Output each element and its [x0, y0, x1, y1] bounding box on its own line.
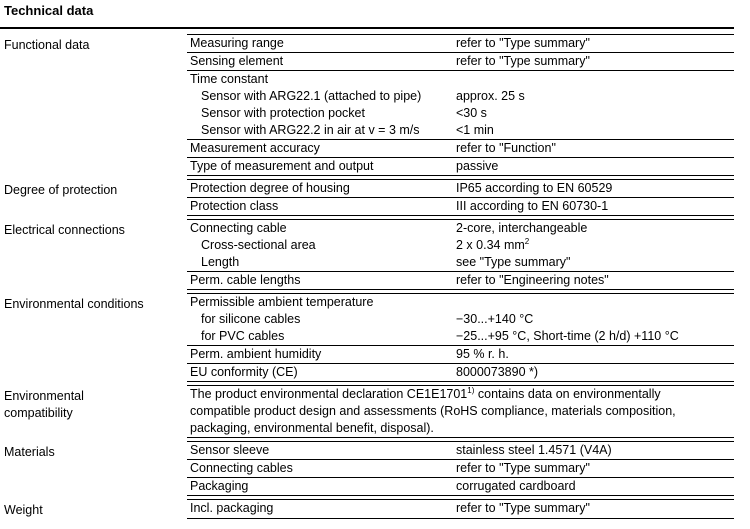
property-label: Sensor sleeve	[190, 443, 270, 457]
property-cell	[187, 158, 447, 176]
value-cell	[447, 364, 734, 382]
property-cell	[187, 53, 447, 71]
value-text: refer to "Type summary"	[456, 54, 590, 68]
value-text	[456, 294, 734, 311]
value-cell	[447, 35, 734, 53]
value-cell	[447, 220, 734, 272]
property-label: Packaging	[190, 479, 249, 493]
property-label: Measurement accuracy	[190, 141, 320, 155]
property-cell	[187, 346, 447, 364]
full-width-text: The product environmental declaration CE1E1701$^{1)}$ contains data on environmentally compatible product design and assessments (RoHS compliance, materials composition, packaging, environmental benefit, disposal).	[187, 386, 734, 438]
table-row	[0, 442, 734, 460]
value-cell	[447, 140, 734, 158]
value-text: 2-core, interchangeable	[456, 221, 588, 235]
property-cell	[187, 500, 447, 519]
property-label: Incl. packaging	[190, 501, 274, 515]
table-row	[0, 220, 734, 272]
value-text: 2 x 0.34 $mm^2$	[456, 236, 530, 252]
value-cell	[447, 500, 734, 519]
value-cell	[447, 294, 734, 346]
property-label: Connecting cable	[190, 221, 287, 235]
property-label: Perm. ambient humidity	[190, 347, 322, 361]
property-label: Length	[201, 255, 240, 269]
category-label	[0, 386, 187, 438]
table-row	[0, 294, 734, 346]
property-cell	[187, 180, 447, 198]
value-cell	[447, 180, 734, 198]
property-cell	[187, 478, 447, 496]
table-row	[0, 180, 734, 198]
value-text: 95 % r. h.	[456, 347, 509, 361]
value-text: −25...+95 °C, Short-time (2 h/d) +110 °C	[456, 329, 679, 343]
value-cell	[447, 158, 734, 176]
value-text: refer to "Function"	[456, 141, 556, 155]
property-label: Protection degree of housing	[190, 181, 350, 195]
property-label: Type of measurement and output	[190, 159, 374, 173]
property-label: Permissible ambient temperature	[190, 295, 374, 309]
value-text: III according to EN 60730-1	[456, 199, 609, 213]
property-label: Protection class	[190, 199, 279, 213]
value-cell	[447, 460, 734, 478]
table-row	[0, 35, 734, 53]
table-row	[0, 500, 734, 519]
category-label: Environmental conditions	[4, 296, 144, 311]
property-label: for PVC cables	[201, 329, 285, 343]
value-cell	[447, 53, 734, 71]
category-label: Electrical connections	[4, 222, 125, 237]
value-text: stainless steel 1.4571 (V4A)	[456, 443, 612, 457]
footnote-marker: 1)	[467, 385, 475, 395]
value-text: <30 s	[456, 106, 487, 120]
value-text: approx. 25 s	[456, 89, 525, 103]
value-cell	[447, 198, 734, 216]
category-label: Materials	[4, 444, 55, 459]
property-cell	[187, 71, 447, 140]
property-cell	[187, 272, 447, 290]
category-label-line: Environmental	[4, 388, 84, 403]
value-text: refer to "Type summary"	[456, 501, 590, 515]
page-title: Technical data	[4, 3, 94, 18]
property-label: for silicone cables	[201, 312, 301, 326]
property-cell	[187, 35, 447, 53]
property-label: Perm. cable lengths	[190, 273, 301, 287]
category-label: Weight	[4, 502, 43, 517]
value-text: IP65 according to EN 60529	[456, 181, 613, 195]
value-cell	[447, 346, 734, 364]
property-cell	[187, 442, 447, 460]
property-cell	[187, 220, 447, 272]
value-cell	[447, 272, 734, 290]
value-text: corrugated cardboard	[456, 479, 576, 493]
property-label: Measuring range	[190, 36, 284, 50]
property-label: Connecting cables	[190, 461, 293, 475]
value-text: refer to "Type summary"	[456, 461, 590, 475]
property-label: Sensor with ARG22.1 (attached to pipe)	[201, 89, 422, 103]
property-label: EU conformity (CE)	[190, 365, 298, 379]
value-cell	[447, 442, 734, 460]
property-cell	[187, 294, 447, 346]
value-text: see "Type summary"	[456, 255, 571, 269]
property-cell	[187, 140, 447, 158]
technical-data-table	[0, 34, 734, 519]
superscript: 2	[524, 236, 530, 246]
property-label: Sensing element	[190, 54, 284, 68]
value-text: passive	[456, 159, 499, 173]
property-cell	[187, 364, 447, 382]
value-text: <1 min	[456, 123, 494, 137]
value-text: −30...+140 °C	[456, 312, 534, 326]
value-text: 8000073890 *)	[456, 365, 539, 379]
value-text: refer to "Engineering notes"	[456, 273, 609, 287]
value-text: refer to "Type summary"	[456, 36, 590, 50]
property-label: Sensor with protection pocket	[201, 106, 365, 120]
property-cell	[187, 460, 447, 478]
value-text	[456, 71, 734, 88]
property-label: Sensor with ARG22.2 in air at v = 3 m/s	[201, 123, 420, 137]
value-cell	[447, 478, 734, 496]
category-label: Functional data	[4, 37, 90, 52]
value-cell	[447, 71, 734, 140]
property-label: Time constant	[190, 72, 269, 86]
property-cell	[187, 198, 447, 216]
table-row	[0, 386, 734, 438]
category-label-line: compatibility	[4, 405, 73, 420]
title-divider	[0, 27, 734, 29]
category-label: Degree of protection	[4, 182, 118, 197]
property-label: Cross-sectional area	[201, 238, 316, 252]
